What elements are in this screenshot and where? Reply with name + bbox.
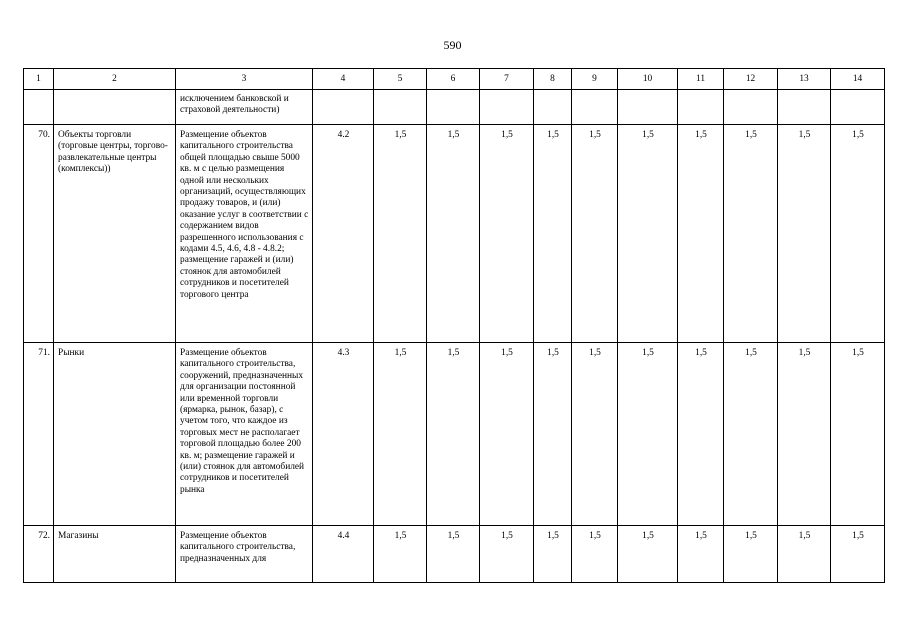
- value-cell: 1,5: [480, 526, 534, 583]
- description-cell: исключением банковской и страховой деятельности): [176, 90, 313, 125]
- code-cell: 4.2: [313, 125, 374, 343]
- value-cell: 1,5: [427, 526, 480, 583]
- object-name-cell: [54, 90, 176, 125]
- value-cell: 1,5: [678, 526, 724, 583]
- data-table: [23, 68, 885, 583]
- table-row: [24, 125, 885, 343]
- column-header: 13: [778, 69, 831, 90]
- object-name-cell: Рынки: [54, 343, 176, 526]
- value-cell: 1,5: [831, 526, 885, 583]
- value-cell: [374, 90, 427, 125]
- value-cell: 1,5: [724, 526, 778, 583]
- value-cell: 1,5: [831, 343, 885, 526]
- table-row: [24, 526, 885, 583]
- column-header: 10: [618, 69, 678, 90]
- code-cell: 4.3: [313, 343, 374, 526]
- value-cell: 1,5: [374, 526, 427, 583]
- value-cell: [534, 90, 572, 125]
- row-number-cell: 71.: [24, 343, 54, 526]
- description-cell: Размещение объектов капитального строительства общей площадью свыше 5000 кв. м с целью размещения одной или нескольких организаций, осуществляющих продажу товаров, и (или) оказание услуг в соответствии с содержанием видов разрешенного использования с кодами 4.5, 4.6, 4.8 - 4.8.2; размещение гаражей и (или) стоянок для автомобилей сотрудников и посетителей торгового центра: [176, 125, 313, 343]
- table-header-row: [24, 69, 885, 90]
- page-number: 590: [443, 38, 462, 52]
- description-cell: Размещение объектов капитального строительства, предназначенных для: [176, 526, 313, 583]
- column-header: 11: [678, 69, 724, 90]
- value-cell: [724, 90, 778, 125]
- row-number-cell: 72.: [24, 526, 54, 583]
- column-header: 4: [313, 69, 374, 90]
- value-cell: 1,5: [724, 343, 778, 526]
- column-header: 14: [831, 69, 885, 90]
- table-row: [24, 343, 885, 526]
- column-header: 7: [480, 69, 534, 90]
- value-cell: 1,5: [480, 125, 534, 343]
- value-cell: 1,5: [374, 125, 427, 343]
- code-cell: 4.4: [313, 526, 374, 583]
- value-cell: 1,5: [831, 125, 885, 343]
- value-cell: 1,5: [618, 526, 678, 583]
- value-cell: [678, 90, 724, 125]
- column-header: 6: [427, 69, 480, 90]
- description-cell: Размещение объектов капитального строительства, сооружений, предназначенных для организации постоянной или временной торговли (ярмарка, рынок, базар), с учетом того, что каждое из торговых мест не располагает торговой площадью более 200 кв. м; размещение гаражей и (или) стоянок для автомобилей сотрудников и посетителей рынка: [176, 343, 313, 526]
- value-cell: [313, 90, 374, 125]
- value-cell: 1,5: [534, 125, 572, 343]
- column-header: 12: [724, 69, 778, 90]
- value-cell: 1,5: [427, 125, 480, 343]
- value-cell: 1,5: [480, 343, 534, 526]
- object-name-cell: Объекты торговли (торговые центры, торгово-развлекательные центры (комплексы)): [54, 125, 176, 343]
- value-cell: 1,5: [374, 343, 427, 526]
- column-header: 3: [176, 69, 313, 90]
- object-name-cell: Магазины: [54, 526, 176, 583]
- value-cell: 1,5: [572, 526, 618, 583]
- column-header: 5: [374, 69, 427, 90]
- value-cell: [778, 90, 831, 125]
- value-cell: 1,5: [618, 343, 678, 526]
- value-cell: 1,5: [778, 343, 831, 526]
- column-header: 1: [24, 69, 54, 90]
- row-number-cell: [24, 90, 54, 125]
- value-cell: [427, 90, 480, 125]
- value-cell: [480, 90, 534, 125]
- column-header: 9: [572, 69, 618, 90]
- value-cell: 1,5: [678, 125, 724, 343]
- value-cell: [618, 90, 678, 125]
- value-cell: 1,5: [678, 343, 724, 526]
- value-cell: 1,5: [427, 343, 480, 526]
- table-row-continuation: [24, 90, 885, 125]
- value-cell: 1,5: [534, 526, 572, 583]
- row-number-cell: 70.: [24, 125, 54, 343]
- value-cell: 1,5: [534, 343, 572, 526]
- value-cell: 1,5: [778, 526, 831, 583]
- value-cell: 1,5: [618, 125, 678, 343]
- column-header: 2: [54, 69, 176, 90]
- value-cell: 1,5: [778, 125, 831, 343]
- value-cell: 1,5: [572, 125, 618, 343]
- column-header: 8: [534, 69, 572, 90]
- value-cell: [831, 90, 885, 125]
- value-cell: 1,5: [724, 125, 778, 343]
- value-cell: [572, 90, 618, 125]
- value-cell: 1,5: [572, 343, 618, 526]
